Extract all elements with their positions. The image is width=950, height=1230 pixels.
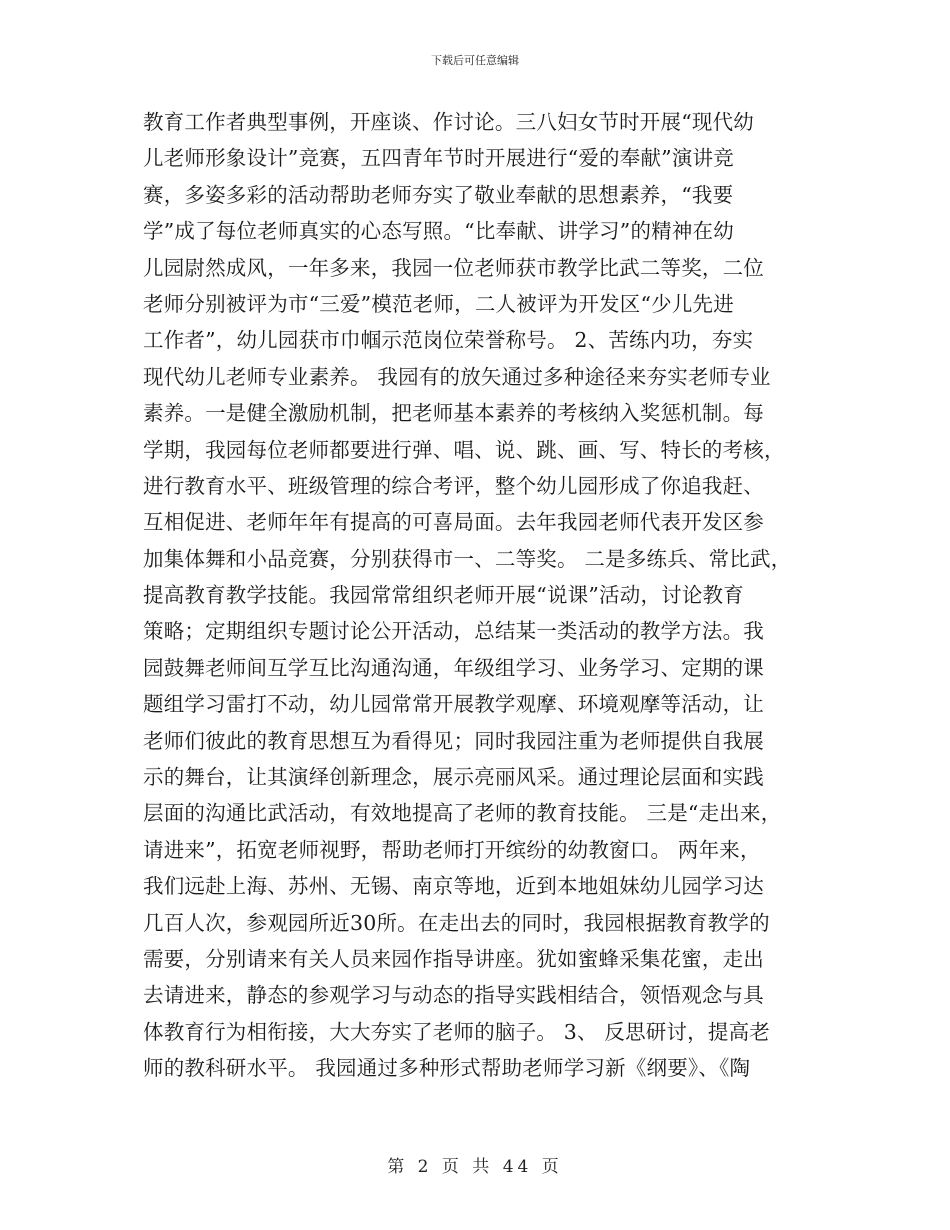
text-line: 题组学习雷打不动，幼儿园常常开展教学观摩、环境观摩等活动，让	[143, 692, 764, 717]
text-line: 几百人次，参观园所近30所。在走出去的同时，我园根据教育教学的	[143, 910, 770, 935]
text-line: 现代幼儿老师专业素养。 我园有的放矢通过多种途径来夯实老师专业	[143, 364, 771, 389]
text-line: 请进来”，拓宽老师视野，帮助老师打开缤纷的幼教窗口。 两年来，	[143, 837, 761, 862]
text-line: 层面的沟通比武活动，有效地提高了老师的教育技能。 三是“走出来，	[143, 801, 782, 826]
text-line: 园鼓舞老师间互学互比沟通沟通，年级组学习、业务学习、定期的课	[143, 655, 764, 680]
text-line: 教育工作者典型事例，开座谈、作讨论。三八妇女节时开展“现代幼	[143, 110, 754, 134]
text-line: 工作者”，幼儿园获市巾帼示范岗位荣誉称号。 2、苦练内功，夯实	[143, 328, 754, 353]
text-line: 提高教育教学技能。我园常常组织老师开展“说课”活动，讨论教育	[143, 583, 744, 608]
page-number-footer: 第 2 页 共 44 页	[387, 1157, 563, 1177]
text-line: 我们远赴上海、苏州、无锡、南京等地，近到本地姐妹幼儿园学习达	[143, 874, 764, 899]
text-line: 学”成了每位老师真实的心态写照。“比奉献、讲学习”的精神在幼	[143, 219, 734, 244]
text-line: 示的舞台，让其演绎创新理念，展示亮丽风采。通过理论层面和实践	[143, 765, 764, 790]
page-header: 下载后可任意编辑	[431, 54, 519, 67]
text-line: 老师们彼此的教育思想互为看得见；同时我园注重为老师提供自我展	[143, 728, 764, 753]
text-line: 体教育行为相衔接，大大夯实了老师的脑子。 3、 反思研讨，提高老	[143, 1019, 770, 1044]
text-line: 进行教育水平、班级管理的综合考评，整个幼儿园形成了你追我赶、	[143, 473, 764, 498]
text-line: 老师分别被评为市“三爱”模范老师，二人被评为开发区“少儿先进	[143, 291, 734, 316]
text-line: 去请进来，静态的参观学习与动态的指导实践相结合，领悟观念与具	[143, 983, 764, 1008]
text-line: 赛，多姿多彩的活动帮助老师夯实了敬业奉献的思想素养，“我要	[143, 182, 734, 207]
text-line: 儿园尉然成风，一年多来，我园一位老师获市教学比武二等奖，二位	[143, 255, 764, 280]
text-line: 儿老师形象设计”竞赛，五四青年节时开展进行“爱的奉献”演讲竞	[143, 146, 734, 171]
text-line: 师的教科研水平。 我园通过多种形式帮助老师学习新《纲要》、《陶	[143, 1056, 751, 1081]
text-line: 互相促进、老师年年有提高的可喜局面。去年我园老师代表开发区参	[143, 510, 764, 535]
text-line: 策略；定期组织专题讨论公开活动，总结某一类活动的教学方法。我	[143, 619, 764, 644]
text-line: 需要，分别请来有关人员来园作指导讲座。犹如蜜蜂采集花蜜，走出	[143, 946, 764, 971]
text-line: 学期，我园每位老师都要进行弹、唱、说、跳、画、写、特长的考核，	[143, 437, 785, 462]
text-line: 素养。一是健全激励机制，把老师基本素养的考核纳入奖惩机制。每	[143, 401, 764, 426]
body-text	[143, 104, 833, 1087]
text-line: 加集体舞和小品竞赛，分别获得市一、二等奖。 二是多练兵、常比武，	[143, 546, 792, 571]
